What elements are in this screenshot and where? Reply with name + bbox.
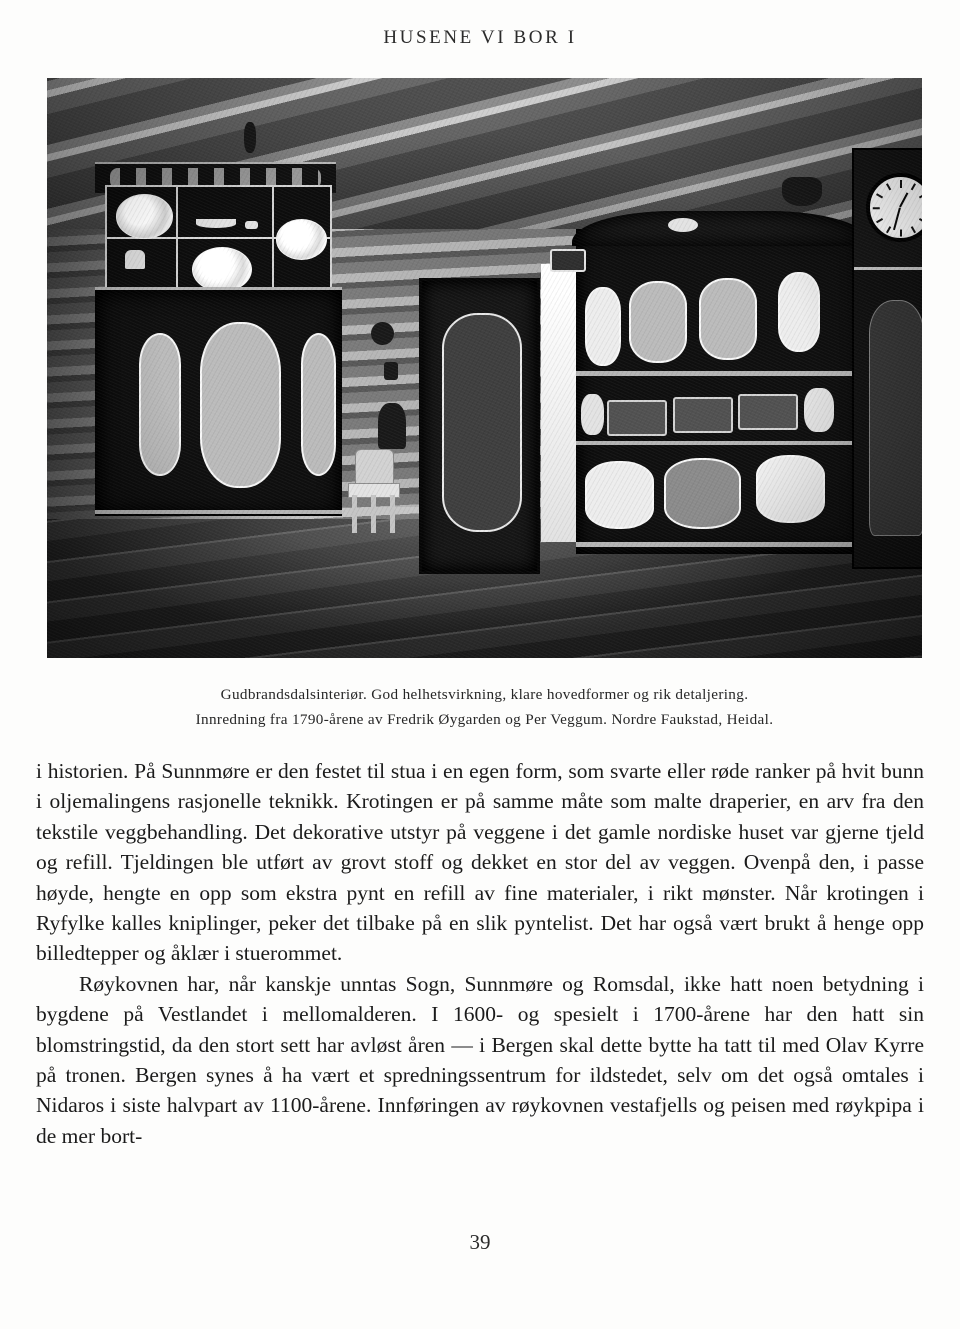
cabinet-drawer	[673, 397, 733, 433]
cabinet-drawer	[607, 400, 667, 436]
cabinet-crown-moulding	[572, 211, 870, 246]
cupboard-panel-right	[301, 333, 337, 476]
cabinet-carved-scroll	[804, 388, 834, 432]
cupboard-panel-center	[200, 322, 281, 488]
clock-tick	[900, 229, 902, 236]
caption-line-2: Innredning fra 1790-årene av Fredrik Øygarden og Per Veggum. Nordre Faukstad, Heidal.	[195, 711, 774, 728]
framed-picture	[550, 249, 586, 272]
chair-leg	[390, 495, 395, 534]
pitcher-icon	[125, 250, 145, 269]
clock-trunk-panel	[869, 300, 922, 536]
decorative-plate	[116, 194, 174, 239]
clock-tick	[900, 180, 902, 187]
clock-tick	[919, 193, 922, 198]
body-text	[36, 756, 924, 1151]
wooden-chair	[346, 449, 400, 533]
cabinet-upper-panel	[629, 281, 687, 363]
door-cartouche-panel	[442, 313, 522, 532]
wall-hook-icon	[384, 362, 398, 379]
cabinet-plinth	[576, 542, 865, 547]
running-head: HUSENE VI BOR I	[383, 27, 577, 48]
clock-tick	[911, 184, 916, 191]
plate-rack	[105, 185, 332, 296]
rack-divider	[176, 187, 178, 294]
decorative-plate	[276, 219, 327, 260]
cabinet-upper-panel	[699, 278, 757, 360]
clock-tick	[919, 218, 922, 223]
cupboard-base-moulding	[95, 510, 342, 514]
kettle-icon	[782, 177, 822, 206]
decorative-plate	[192, 247, 252, 292]
cupboard-panel-left	[139, 333, 181, 476]
figure-caption	[47, 682, 922, 732]
wall-sconce-icon	[371, 322, 394, 345]
tall-case-clock	[852, 148, 922, 570]
wall-figure-icon	[378, 403, 406, 449]
paragraph-continuation: i historien. På Sunnmøre er den festet til stua i en egen form, som svarte eller røde ranker på hvit bunn i oljemalingens rasjonelle teknikk. Krotingen er på samme måte som malte draperier, en arv fra den tekstile veggbehandling. Det dekorative utstyr på veggene i det gamle nordiske huset var gjerne tjeld og refill. Tjeldingen ble utført av grovt stoff og dekket en stor del av veggen. Ovenpå den, i passe høyde, hengte en opp som ekstra pynt en refill av fine materialer, i rikt mønster. Når krotingen i Ryfylke kalles kniplinger, peker det tilbake på en slik pyntelist. Det har også vært brukt å henge opp billedtepper og åklær i stuerommet.	[36, 759, 924, 966]
clock-tick	[886, 226, 891, 233]
cabinet-upper-panel	[585, 287, 621, 366]
chair-leg	[371, 495, 376, 534]
chair-leg	[352, 495, 357, 534]
interior-photograph	[47, 78, 922, 658]
ceiling-hook-icon	[244, 122, 256, 154]
painted-door	[419, 278, 541, 574]
clock-hour-hand	[899, 193, 908, 208]
clock-tick	[886, 184, 891, 191]
cupboard-cornice	[95, 287, 342, 290]
clock-tick	[911, 226, 916, 233]
cabinet-mid-shelf	[576, 371, 865, 376]
rack-divider	[272, 187, 274, 294]
cup-icon	[245, 221, 258, 230]
cabinet-lower-panel	[664, 458, 741, 529]
clock-minute-hand	[893, 207, 901, 230]
cabinet-drawer	[738, 394, 798, 430]
cabinet-lower-rail	[576, 441, 865, 445]
caption-line-1: Gudbrandsdalsinteriør. God helhetsvirkning, klare hovedformer og rik detaljering.	[220, 686, 749, 703]
cabinet-upper-panel	[778, 272, 821, 351]
clock-tick	[873, 207, 880, 209]
paragraph-roykovnen: Røykovnen har, når kanskje unntas Sogn, Sunnmøre og Romsdal, ikke hatt noen betydning i bygdene på Vestlandet i mellomalderen. I 1600- og spesielt i 1700-årene har den hatt sin blomstringstid, da den stort sett har avløst åren — i Bergen skal dette bytte ha tatt til med Olav Kyrre på tronen. Bergen synes å ha vært et spredningssentrum for ildstedet, selv om det også omtales i Nidaros i siste halvpart av 1100-årene. Innføringen av røykovnen vestafjells og peisen med røykpipa i de mer bort-	[36, 971, 924, 1148]
cabinet-lower-panel	[756, 455, 825, 523]
chair-back	[355, 449, 394, 486]
cabinet-lower-panel	[585, 461, 654, 529]
clock-tick	[876, 193, 883, 198]
page-number: 39	[469, 1230, 491, 1254]
cabinet-carved-scroll	[581, 394, 604, 435]
clock-tick	[876, 218, 883, 223]
bowl-icon	[196, 219, 236, 228]
